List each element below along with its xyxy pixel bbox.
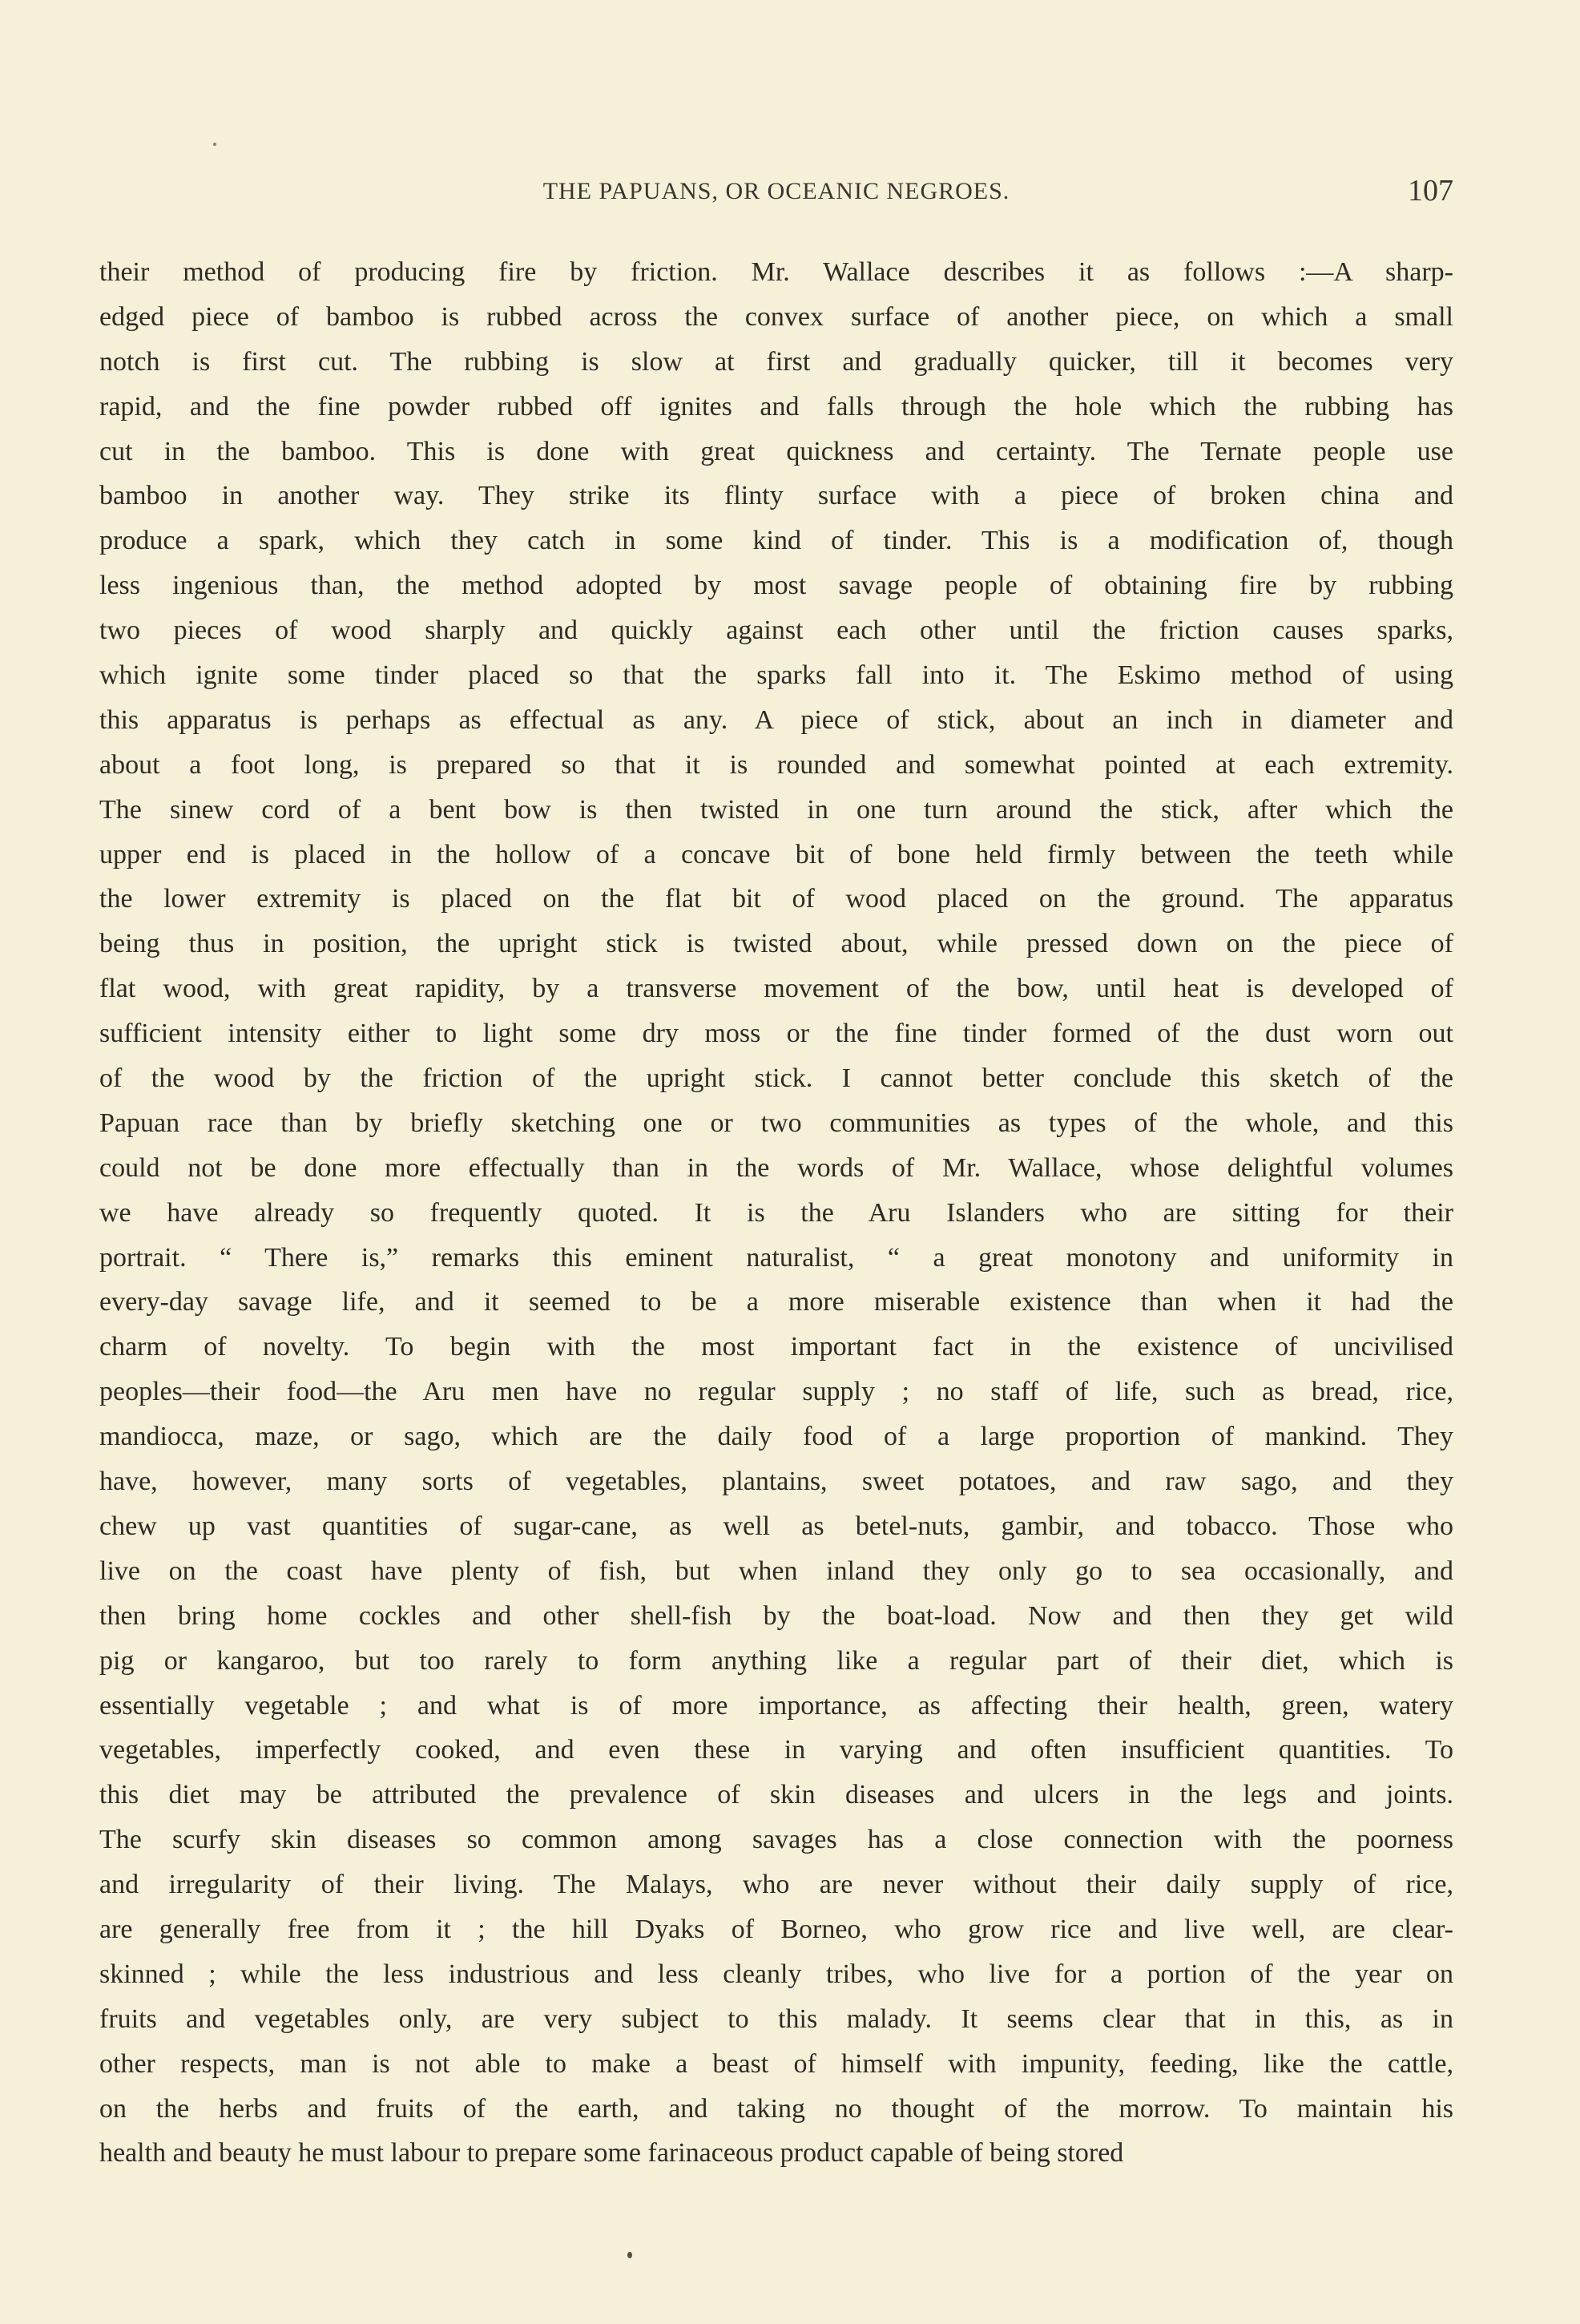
text-line: portrait. “ There is,” remarks this eminent naturalist, “ a great monotony and uniformity in — [99, 1242, 1453, 1273]
text-line: chew up vast quantities of sugar-cane, as well as betel-nuts, gambir, and tobacco. Those who — [99, 1511, 1453, 1541]
text-line: could not be done more effectually than in the words of Mr. Wallace, whose delightful volumes — [99, 1152, 1453, 1183]
text-line: notch is first cut. The rubbing is slow at first and gradually quicker, till it becomes very — [99, 346, 1453, 377]
text-line: fruits and vegetables only, are very subject to this malady. It seems clear that in this, as in — [99, 2003, 1453, 2034]
text-line: Papuan race than by briefly sketching one or two communities as types of the whole, and this — [99, 1108, 1453, 1138]
text-line: health and beauty he must labour to prepare some farinaceous product capable of being stored — [99, 2138, 1124, 2169]
text-line: the lower extremity is placed on the flat bit of wood placed on the ground. The apparatus — [99, 884, 1453, 914]
text-line: bamboo in another way. They strike its flinty surface with a piece of broken china and — [99, 481, 1453, 511]
running-header — [99, 171, 1453, 212]
text-line: their method of producing fire by friction. Mr. Wallace describes it as follows :—A sharp- — [99, 257, 1453, 287]
text-line: The sinew cord of a bent bow is then twisted in one turn around the stick, after which the — [99, 794, 1453, 825]
text-line: peoples—their food—the Aru men have no regular supply ; no staff of life, such as bread, rice, — [99, 1377, 1453, 1407]
running-title: THE PAPUANS, OR OCEANIC NEGROES. — [542, 178, 1010, 204]
text-line: this apparatus is perhaps as effectual as any. A piece of stick, about an inch in diameter and — [99, 704, 1453, 735]
text-line: rapid, and the fine powder rubbed off ignites and falls through the hole which the rubbing has — [99, 391, 1453, 422]
text-line: upper end is placed in the hollow of a concave bit of bone held firmly between the teeth while — [99, 839, 1453, 869]
text-line: skinned ; while the less industrious and less cleanly tribes, who live for a portion of the year on — [99, 1959, 1453, 1989]
text-line: about a foot long, is prepared so that it is rounded and somewhat pointed at each extremity. — [99, 749, 1453, 780]
text-line: vegetables, imperfectly cooked, and even these in varying and often insufficient quantities. To — [99, 1735, 1453, 1765]
text-line: charm of novelty. To begin with the most important fact in the existence of uncivilised — [99, 1332, 1453, 1362]
body-text — [99, 250, 1453, 2176]
text-line: on the herbs and fruits of the earth, and taking no thought of the morrow. To maintain his — [99, 2093, 1453, 2124]
text-line: edged piece of bamboo is rubbed across the convex surface of another piece, on which a small — [99, 301, 1453, 332]
text-line: we have already so frequently quoted. It is the Aru Islanders who are sitting for their — [99, 1197, 1453, 1228]
text-line: less ingenious than, the method adopted by most savage people of obtaining fire by rubbing — [99, 571, 1453, 601]
text-line: other respects, man is not able to make a beast of himself with impunity, feeding, like the cattle, — [99, 2048, 1453, 2079]
text-line: essentially vegetable ; and what is of more importance, as affecting their health, green, watery — [99, 1690, 1453, 1721]
text-line: two pieces of wood sharply and quickly against each other until the friction causes sparks, — [99, 615, 1453, 646]
text-line: flat wood, with great rapidity, by a transverse movement of the bow, until heat is developed of — [99, 974, 1453, 1004]
text-line: cut in the bamboo. This is done with great quickness and certainty. The Ternate people use — [99, 436, 1453, 466]
text-line: have, however, many sorts of vegetables, plantains, sweet potatoes, and raw sago, and they — [99, 1467, 1453, 1497]
text-line: then bring home cockles and other shell-fish by the boat-load. Now and then they get wild — [99, 1600, 1453, 1631]
text-line: sufficient intensity either to light some dry moss or the fine tinder formed of the dust worn out — [99, 1019, 1453, 1049]
text-line: this diet may be attributed the prevalence of skin diseases and ulcers in the legs and joints. — [99, 1780, 1453, 1810]
footer-ink-mark — [627, 2252, 632, 2258]
text-line: every-day savage life, and it seemed to be a more miserable existence than when it had the — [99, 1287, 1453, 1317]
text-line: and irregularity of their living. The Malays, who are never without their daily supply of rice, — [99, 1870, 1453, 1900]
page-speck — [213, 143, 216, 146]
text-line: live on the coast have plenty of fish, but when inland they only go to sea occasionally, and — [99, 1555, 1453, 1586]
text-line: mandiocca, maze, or sago, which are the daily food of a large proportion of mankind. They — [99, 1422, 1453, 1452]
page-number: 107 — [1408, 174, 1453, 208]
text-line: which ignite some tinder placed so that the sparks fall into it. The Eskimo method of using — [99, 660, 1453, 691]
text-line: of the wood by the friction of the upright stick. I cannot better conclude this sketch of the — [99, 1063, 1453, 1094]
text-line: are generally free from it ; the hill Dyaks of Borneo, who grow rice and live well, are clear- — [99, 1914, 1453, 1944]
text-line: The scurfy skin diseases so common among savages has a close connection with the poorness — [99, 1825, 1453, 1855]
text-line: pig or kangaroo, but too rarely to form anything like a regular part of their diet, which is — [99, 1645, 1453, 1676]
text-line: produce a spark, which they catch in some kind of tinder. This is a modification of, though — [99, 526, 1453, 556]
text-line: being thus in position, the upright stick is twisted about, while pressed down on the piece of — [99, 929, 1453, 959]
